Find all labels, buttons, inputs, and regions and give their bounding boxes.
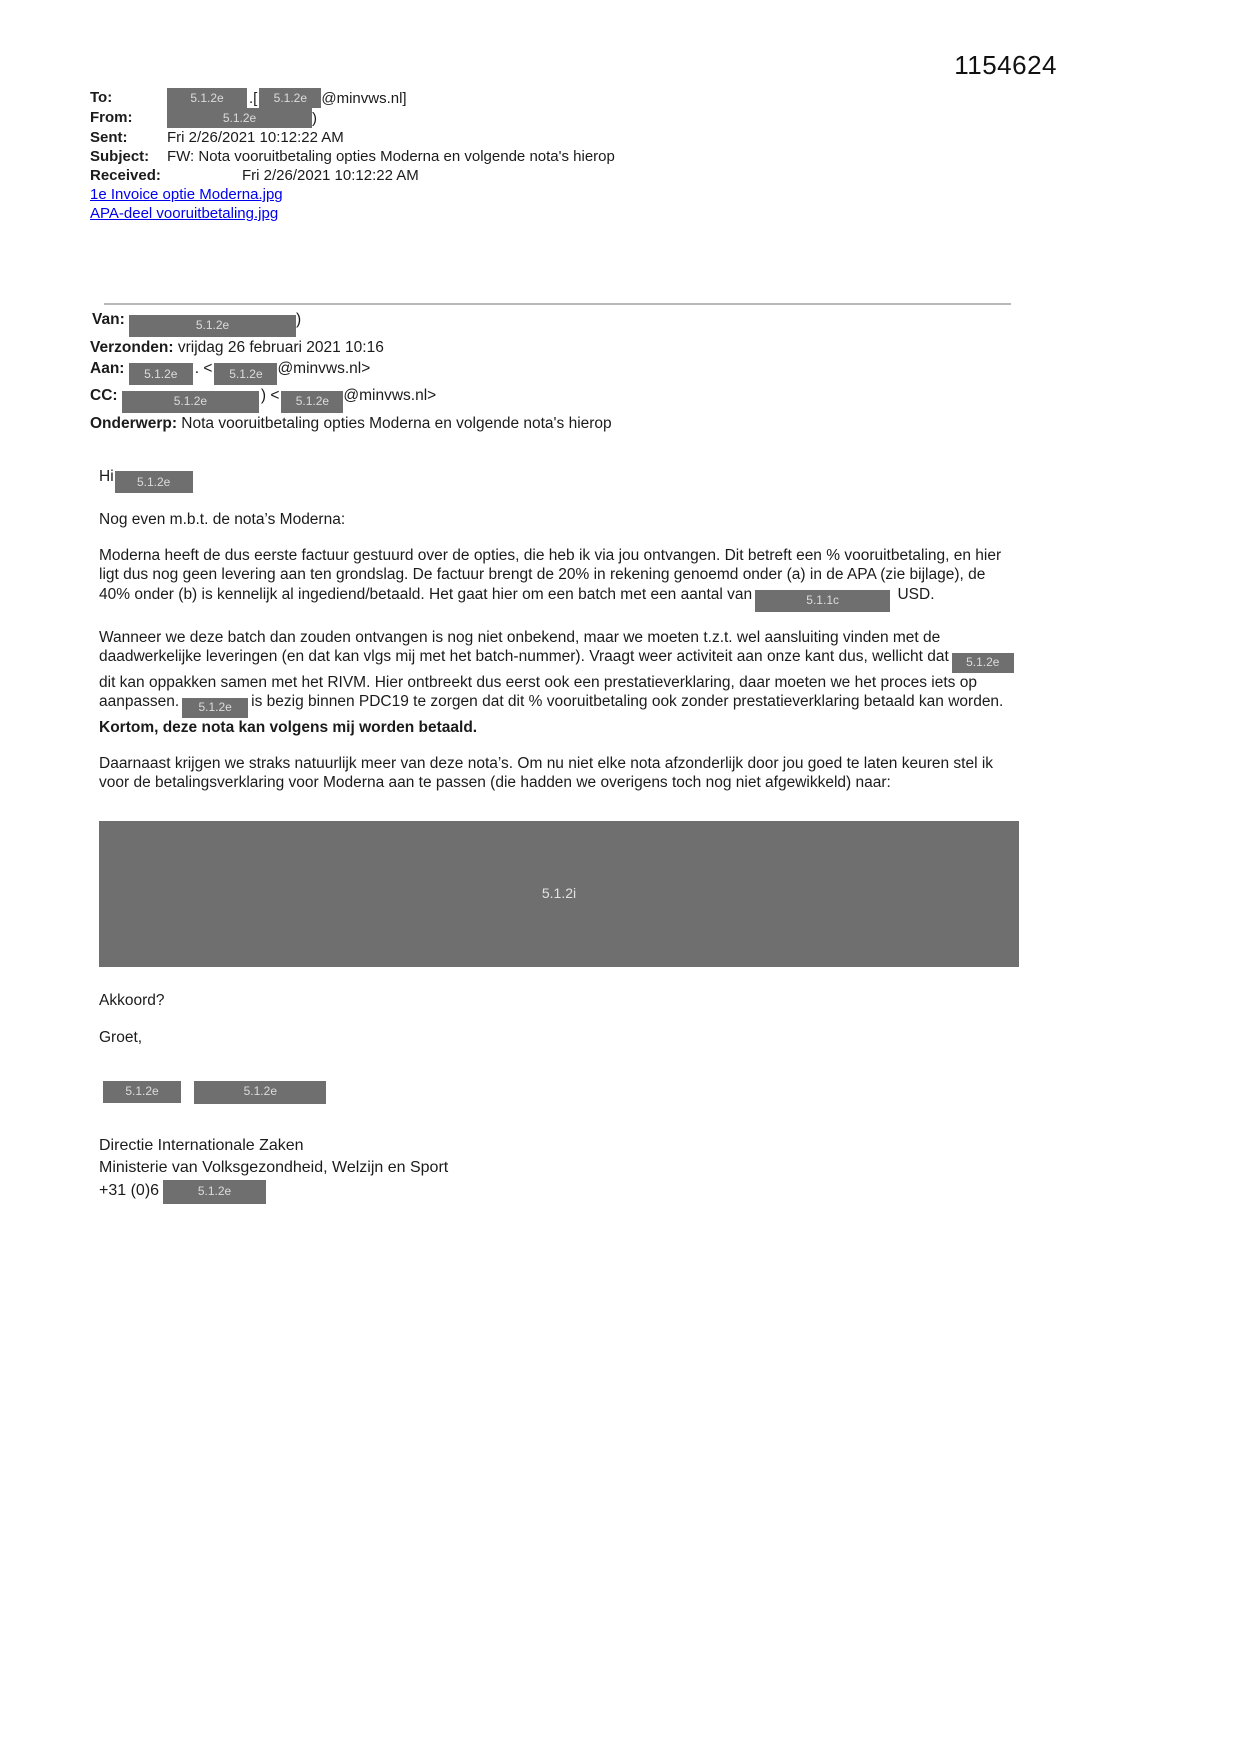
- redaction-box-signature-role: 5.1.2e: [194, 1081, 326, 1104]
- received-label: Received:: [90, 167, 161, 184]
- paragraph-1-text-b: USD.: [897, 585, 935, 603]
- redaction-box-person-1: 5.1.2e: [952, 653, 1014, 673]
- intro-line: Nog even m.b.t. de nota’s Moderna:: [99, 511, 346, 529]
- from-after: ): [312, 109, 317, 127]
- received-value: Fri 2/26/2021 10:12:22 AM: [242, 167, 419, 184]
- paragraph-3: Daarnaast krijgen we straks natuurlijk meer van deze nota’s. Om nu niet elke nota afzonderlijk door jou goed te laten keuren stel ik voor de betalingsverklaring voor Moderna aan te passen (die hadden we overigens toch nog niet afgewikkeld) naar:: [99, 754, 994, 791]
- phone-prefix: +31 (0)6: [99, 1182, 160, 1200]
- quoted-row-cc: [90, 385, 1015, 413]
- redaction-box-signature-name: 5.1.2e: [103, 1081, 181, 1103]
- header-row-sent: [90, 128, 1015, 147]
- paragraph-2-text-b: dit kan oppakken samen met het RIVM. Hier ontbreekt dus eerst ook een prestatieverklaring, daar moeten we het proces iets op aanpassen.: [99, 673, 977, 711]
- redaction-box-amount: 5.1.1c: [755, 590, 890, 612]
- message-divider: [104, 303, 1011, 305]
- redaction-box-aan-email: 5.1.2e: [214, 363, 277, 385]
- aan-label: Aan:: [90, 359, 125, 377]
- subject-value: FW: Nota vooruitbetaling opties Moderna en volgende nota's hierop: [167, 148, 615, 165]
- signature-ministry: Ministerie van Volksgezondheid, Welzijn en Sport: [99, 1159, 449, 1176]
- paragraph-2-text-a: Wanneer we deze batch dan zouden ontvangen is nog niet onbekend, maar we moeten t.z.t. wel aansluiting vinden met de daadwerkelijke leveringen (en dat kan vlgs mij met het batch-nummer). Vraagt weer activiteit aan onze kant dus, wellicht dat: [99, 628, 949, 665]
- akkoord-line: Akkoord?: [99, 991, 165, 1009]
- sent-value: Fri 2/26/2021 10:12:22 AM: [167, 129, 344, 146]
- redaction-box-phone: 5.1.2e: [163, 1180, 266, 1204]
- paragraph-1: [99, 546, 1017, 612]
- redaction-box-person-2: 5.1.2e: [182, 698, 248, 718]
- to-separator: .[: [249, 89, 258, 107]
- greeting: [99, 467, 1017, 494]
- onderwerp-label: Onderwerp:: [90, 414, 177, 432]
- redaction-box-from: 5.1.2e: [167, 108, 312, 128]
- redaction-box-to-email: 5.1.2e: [259, 88, 321, 108]
- to-value: [167, 88, 407, 108]
- cc-separator: ) <: [260, 387, 280, 404]
- redaction-box-aan-name: 5.1.2e: [129, 363, 193, 385]
- verzonden-value: vrijdag 26 februari 2021 10:16: [177, 338, 384, 356]
- paragraph-2: [99, 628, 1017, 738]
- paragraph-1-text-a: Moderna heeft de dus eerste factuur gestuurd over de opties, die heb ik via jou ontvangen. Dit betreft een % vooruitbetaling, en hier ligt dus nog geen levering aan ten grondslag. De factuur brengt de 20% in rekening genoemd onder (a) in de APA (zie bijlage), de 40% onder (b) is kennelijk al ingediend/betaald. Het gaat hier om een batch met een aantal van: [99, 546, 1002, 603]
- redaction-box-cc-email: 5.1.2e: [281, 391, 343, 413]
- redaction-box-greeting: 5.1.2e: [115, 471, 193, 493]
- from-value: [167, 108, 317, 128]
- email-body: [99, 467, 1017, 1204]
- redaction-box-van: 5.1.2e: [129, 315, 296, 337]
- attachment-link-invoice[interactable]: 1e Invoice optie Moderna.jpg: [90, 186, 283, 203]
- document-number: 1154624: [954, 50, 1057, 80]
- redaction-block-proposal: [99, 821, 1019, 967]
- quoted-row-van: [90, 309, 1015, 337]
- to-domain: @minvws.nl]: [321, 89, 407, 107]
- email-message: [90, 88, 1015, 1204]
- sent-label: Sent:: [90, 129, 128, 146]
- quoted-row-onderwerp: [90, 413, 1015, 434]
- from-label: From:: [90, 109, 133, 126]
- aan-separator: . <: [194, 359, 213, 377]
- redaction-block-label: 5.1.2i: [541, 884, 577, 901]
- aan-domain: @minvws.nl>: [277, 359, 371, 377]
- cc-domain: @minvws.nl>: [343, 387, 437, 404]
- groet-line: Groet,: [99, 1029, 143, 1046]
- paragraph-2-text-c: is bezig binnen PDC19 te zorgen dat dit % vooruitbetaling ook zonder prestatieverklaring betaald kan worden.: [251, 693, 1004, 711]
- redaction-box-cc-name: 5.1.2e: [122, 391, 259, 413]
- verzonden-label: Verzonden:: [90, 338, 174, 356]
- subject-label: Subject:: [90, 148, 150, 165]
- quoted-row-aan: [90, 358, 1015, 386]
- signature-phone-row: [99, 1180, 1017, 1204]
- signature-block: [99, 1135, 1017, 1204]
- van-after: ): [296, 311, 302, 328]
- redaction-box-to-name: 5.1.2e: [167, 88, 247, 108]
- paragraph-2-bold: Kortom, deze nota kan volgens mij worden betaald.: [99, 719, 478, 736]
- to-label: To:: [90, 89, 113, 106]
- greeting-text: Hi: [99, 467, 114, 485]
- cc-label: CC:: [90, 387, 118, 404]
- signature-directorate: Directie Internationale Zaken: [99, 1136, 304, 1154]
- van-label: Van:: [92, 311, 125, 328]
- header-row-from: [90, 108, 1015, 128]
- quoted-row-verzonden: [90, 337, 1015, 358]
- onderwerp-value: Nota vooruitbetaling opties Moderna en volgende nota's hierop: [181, 414, 612, 432]
- attachment-link-apa[interactable]: APA-deel vooruitbetaling.jpg: [90, 205, 279, 222]
- header-row-subject: [90, 147, 1015, 166]
- header-row-to: [90, 88, 1015, 108]
- header-row-received: [90, 166, 1015, 185]
